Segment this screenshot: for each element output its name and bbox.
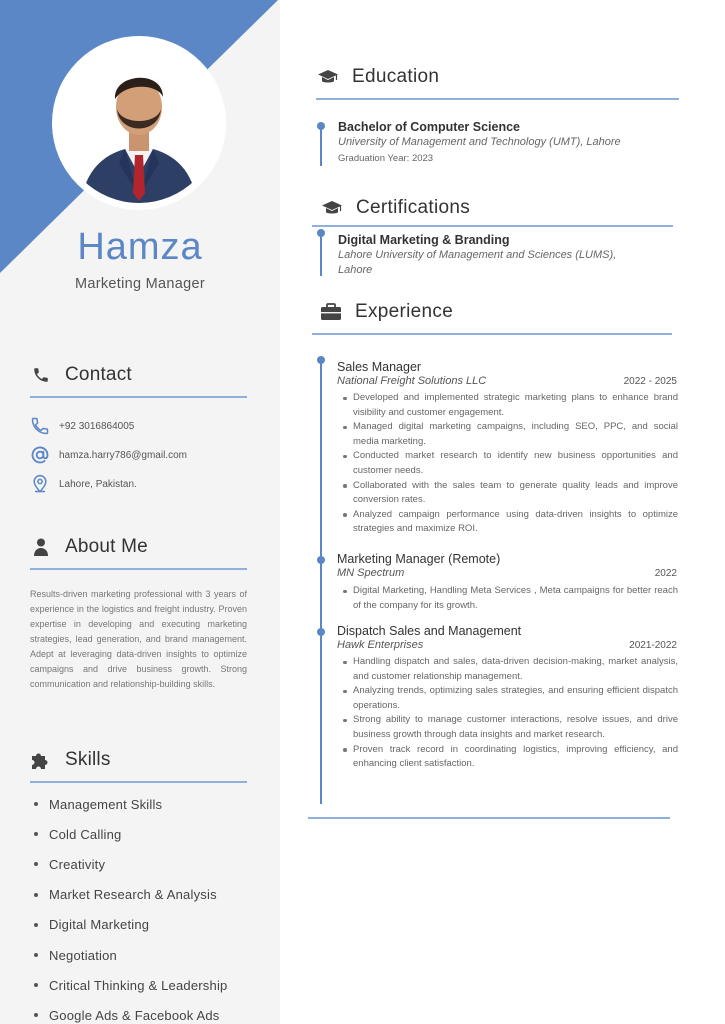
skills-list: [34, 789, 227, 1024]
job-title: Dispatch Sales and Management: [337, 624, 522, 638]
certifications-heading: Certifications: [356, 197, 471, 218]
list-item: Management Skills: [34, 789, 227, 819]
certifications-divider: [312, 225, 673, 227]
list-item: Handling dispatch and sales, data-driven decision-making, market analysis, and customer relationship management.: [343, 655, 678, 684]
sidebar: [0, 0, 280, 1024]
about-heading-row: [30, 536, 148, 558]
job-company: MN Spectrum: [337, 567, 405, 579]
graduation-year: Graduation Year: 2023: [338, 153, 434, 164]
list-item: Digital Marketing: [34, 910, 227, 940]
list-item: Developed and implemented strategic marketing plans to enhance brand visibility and customer engagement.: [343, 391, 678, 420]
education-heading-row: [316, 66, 439, 88]
graduation-cap-icon: [316, 67, 340, 87]
education-divider: [316, 98, 679, 100]
user-icon: [30, 536, 52, 558]
job-bullets: [343, 391, 678, 537]
certification-institution: Lahore University of Management and Sciences (LUMS), Lahore: [338, 249, 617, 276]
job-timeline-dot: [317, 628, 325, 636]
list-item: Strong ability to manage customer interactions, resolve issues, and drive business growth through data insights and market research.: [343, 713, 678, 742]
list-item: Critical Thinking & Leadership: [34, 970, 227, 1000]
job-timeline-dot: [317, 556, 325, 564]
certifications-heading-row: [320, 197, 470, 219]
about-heading: About Me: [65, 536, 148, 557]
list-item: Collaborated with the sales team to generate quality leads and improve conversion rates.: [343, 479, 678, 508]
job-bullets: [343, 655, 678, 772]
list-item: Negotiation: [34, 940, 227, 970]
briefcase-icon: [319, 302, 343, 322]
experience-heading-row: [319, 301, 453, 323]
list-item: Market Research & Analysis: [34, 880, 227, 910]
list-item: Google Ads & Facebook Ads: [34, 1000, 227, 1024]
graduation-cap-icon: [320, 198, 344, 218]
list-item: Proven track record in coordinating logistics, improving efficiency, and enhancing client satisfaction.: [343, 743, 678, 772]
skills-divider: [30, 781, 247, 783]
contact-email-text: hamza.harry786@gmail.com: [59, 449, 187, 461]
list-item: Analyzing trends, optimizing sales strategies, and ensuring efficient dispatch operations.: [343, 684, 678, 713]
contact-location-text: Lahore, Pakistan.: [59, 478, 137, 490]
list-item: Analyzed campaign performance using data-driven insights to optimize strategies and maximize ROI.: [343, 508, 678, 537]
job-dates: 2022 - 2025: [623, 376, 677, 387]
experience-timeline: [320, 360, 322, 804]
job-company: Hawk Enterprises: [337, 639, 424, 651]
contact-heading-row: [30, 364, 132, 386]
certifications-timeline-dot: [317, 229, 325, 237]
experience-divider: [312, 333, 672, 335]
certifications-timeline: [320, 234, 322, 276]
footer-divider: [308, 817, 670, 819]
phone-icon: [30, 416, 50, 436]
skills-heading: Skills: [65, 749, 111, 770]
list-item: Cold Calling: [34, 819, 227, 849]
job-company: National Freight Solutions LLC: [337, 375, 487, 387]
education-institution: University of Management and Technology (UMT), Lahore: [338, 136, 621, 148]
list-item: Conducted market research to identify new business opportunities and customer needs.: [343, 449, 678, 478]
job-timeline-dot: [317, 356, 325, 364]
contact-location: [30, 474, 137, 494]
list-item: Managed digital marketing campaigns, including SEO, PPC, and social media marketing.: [343, 420, 678, 449]
contact-email[interactable]: [30, 445, 187, 465]
list-item: Creativity: [34, 849, 227, 879]
phone-icon: [30, 364, 52, 386]
about-divider: [30, 568, 247, 570]
degree-title: Bachelor of Computer Science: [338, 120, 520, 134]
job-dates: 2022: [654, 568, 677, 579]
job-title: Marketing Manager (Remote): [337, 552, 501, 566]
list-item: Digital Marketing, Handling Meta Services , Meta campaigns for better reach of the company for its growth.: [343, 584, 678, 613]
profile-photo: [59, 43, 219, 203]
candidate-name: Hamza: [77, 226, 203, 268]
contact-phone[interactable]: [30, 416, 134, 436]
contact-phone-text: +92 3016864005: [59, 420, 135, 432]
job-title: Sales Manager: [337, 360, 422, 374]
candidate-role: Marketing Manager: [74, 276, 206, 292]
experience-heading: Experience: [355, 301, 454, 322]
job-dates: 2021-2022: [629, 640, 677, 651]
location-icon: [30, 474, 50, 494]
email-icon: [30, 445, 50, 465]
job-bullets: [343, 584, 678, 613]
puzzle-icon: [30, 749, 52, 771]
skills-heading-row: [30, 749, 111, 771]
education-heading: Education: [352, 66, 440, 87]
about-text: Results-driven marketing professional with 3 years of experience in the logistics and freight industry. Proven expertise in developing and executing marketing strategies, lead generation, and brand management. Adept at leveraging data-driven insights to optimize campaigns and drive business growth. Strong communication and relationship-building skills.: [30, 589, 247, 689]
contact-divider: [30, 396, 247, 398]
contact-heading: Contact: [65, 364, 132, 385]
education-timeline: [320, 126, 322, 166]
certification-title: Digital Marketing & Branding: [338, 233, 510, 247]
education-timeline-dot: [317, 122, 325, 130]
